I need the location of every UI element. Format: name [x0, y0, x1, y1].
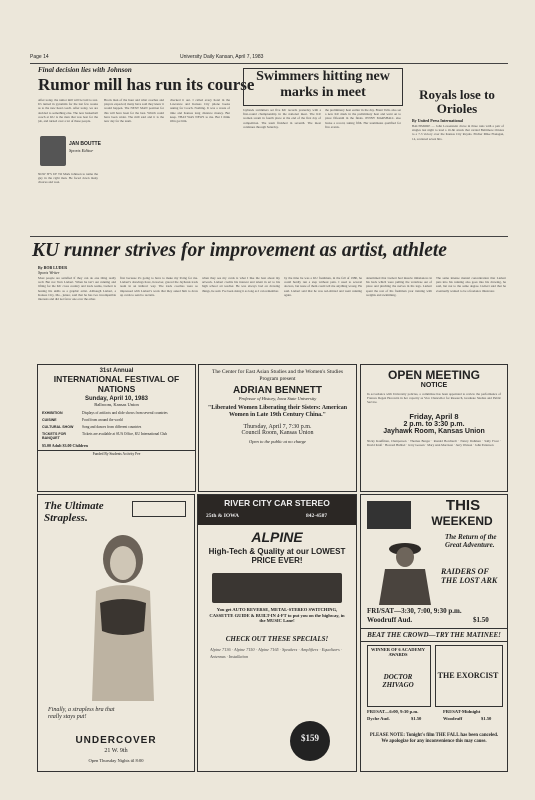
model-illustration — [78, 531, 168, 701]
weekend-label: WEEKEND — [431, 514, 493, 528]
this-label: THIS — [445, 497, 481, 514]
festival-row-key: CUISINE — [42, 418, 57, 422]
kicker: Final decision lies with Johnson — [38, 66, 132, 74]
main-headline: KU runner strives for improvement as artist, athlete — [32, 240, 447, 261]
designer-logo — [132, 501, 186, 517]
alpine-logo: ALPINE — [251, 529, 303, 545]
columnist-name: JAN BOUTTE — [69, 141, 101, 147]
lecture-title: "Liberated Women Liberating their Sisters: American Women in Late 19th Century China." — [207, 405, 348, 418]
columnist-title: Sports Editor — [69, 148, 94, 153]
exorcist-location: Woodruff — [443, 716, 463, 721]
raiders-title: RAIDERS OF THE LOST ARK — [441, 567, 498, 585]
festival-prices: $5.00 Adult $3.00 Children — [42, 443, 88, 448]
strapless-tagline: Finally, a strapless bra that really stays put! — [48, 707, 115, 720]
lecture-role: Professor of History, Iowa State University — [238, 396, 317, 401]
festival-annual: 31st Annual — [99, 368, 134, 374]
exorcist-price: $1.50 — [481, 716, 492, 721]
festival-row-key: EXHIBITION — [42, 411, 63, 415]
festival-row-value: Song and dances from different countries — [82, 425, 142, 429]
page-header — [30, 53, 508, 64]
cassette-deck — [212, 573, 342, 603]
lecture-sponsor: The Center for East Asian Studies and the Women's Studies Program present — [211, 369, 344, 382]
stereo-address: 25th & IOWA — [206, 513, 240, 519]
specials-list: Alpine 7136 · Alpine 7150 · Alpine 7165 · Speakers · Amplifiers · Equalizers · Antennas · Installation — [210, 647, 342, 659]
movies-ad — [360, 494, 508, 772]
royals-byline: By United Press International — [412, 118, 463, 123]
strapless-title: The Ultimate Strapless. — [44, 500, 104, 524]
oscars-label: WINNER OF 6 ACADEMY AWARDS — [371, 647, 425, 657]
cancellation-note: PLEASE NOTE: Tonight's film THE FALL has been canceled. We apologize for any inconvenience this may cause. — [369, 733, 499, 744]
stereo-name: RIVER CITY CAR STEREO — [224, 498, 330, 508]
zhivago-location: Dyche Aud. — [367, 716, 390, 721]
main-byline-title: Sports Writer — [38, 270, 60, 275]
rumor-headline: Rumor mill has run its course — [38, 75, 255, 94]
festival-row-key: TICKETS FOR BANQUET — [42, 432, 66, 440]
strapless-ad — [37, 494, 195, 772]
page-number: Page 14 — [30, 54, 49, 60]
open-meeting-ad: OPEN MEETING NOTICE In accordance with University policies, a committee has been appointed to review the performance of Frances Degen Horowitz in her capacity as Vice Chancellor for Research, Graduate Studies and Public Service. Friday, April 8 2 p.m. to 3:30 p.m. Jayhawk Room, Kansas Union Nicky Kauffman, Chairperson · Thomas Berger · Ronald Borchardt · Nancy Dahmen · Sally Frost · David Kraft · Howard Hubbel · Jerry Gossen · Mary Ann Morrison · Jerry Watson · John Patterson — [360, 364, 508, 492]
exorcist-showtimes: FRI/SAT-Midnight — [443, 709, 481, 714]
stereo-slogan: High-Tech & Quality at our LOWEST PRICE EVER! — [208, 547, 346, 565]
festival-title: INTERNATIONAL FESTIVAL OF NATIONS — [53, 374, 180, 394]
rule — [30, 236, 508, 237]
exorcist-title: THE EXORCIST — [437, 671, 499, 680]
lecture-speaker: ADRIAN BENNETT — [233, 385, 322, 396]
meeting-time: 2 p.m. to 3:30 p.m. — [403, 421, 465, 428]
store-name: UNDERCOVER — [75, 735, 157, 746]
festival-date: Sunday, April 10, 1983 — [84, 396, 149, 402]
lecture-when: Thursday, April 7, 7:30 p.m. — [243, 424, 312, 430]
meeting-subtitle: NOTICE — [420, 382, 448, 389]
store-address: 21 W. 9th — [104, 748, 128, 754]
meeting-place: Jayhawk Room, Kansas Union — [383, 428, 485, 435]
main-byline: By BOB LUDER — [38, 265, 68, 270]
royals-headline: Royals lose to Orioles — [419, 87, 495, 116]
sua-logo — [367, 501, 411, 529]
raiders-price: $1.50 — [473, 616, 489, 624]
zhivago-title: DOCTOR ZHIVAGO — [382, 673, 414, 689]
zhivago-price: $1.50 — [411, 716, 422, 721]
festival-row-value: Tickets are available at SUA Office, KU International Club — [82, 432, 168, 436]
stereo-ad — [197, 494, 357, 772]
swimmers-headline: Swimmers hitting new marks in meet — [256, 69, 390, 100]
lecture-ad — [198, 364, 357, 492]
festival-row-key: CULTURAL SHOW — [42, 425, 74, 429]
raiders-location: Woodruff Aud. — [367, 616, 413, 624]
indiana-jones-illustration — [369, 535, 439, 605]
lecture-where: Council Room, Kansas Union — [241, 430, 314, 436]
newspaper-page: Page 14 University Daily Kansan, April 7, 1983 Final decision lies with Johnson Rumor mill has run its course After today, the rumor mill will be laid to rest. It's turned in pyramids for the last few weeks as to the new head coach. After today, we are decided to something else. The new basketball coach at KU is the man that was best for the job, and turned over a lot of these people. JAN BOUTTE Sports Editor NOW IT'S UP TO Mark Johnson to name the guy in the right man. He faced down many choices and won. Brock man of the hour and what coaches and players expected; many have said they knew it would happen. The NEXT MAN position for this will have been for the best. Which could have been wider. The mill said and it is the new day for the team. checked it out. I called every hotel in the Lawrence and Kansas City phone books asking for Coach. Nothing. It was a waste of time and Kansas long distance money. But keep. THAT WAS NEWS to me. But I think Olin got him. Swimmers hitting new marks in meet Jayhawk swimmers set five KU records yesterday with a first-round championship in the national meet. The KU women swam in fourth place at the end of the first day of competition. The team finished in seventh. The meet continues through Saturday. the preliminary heat earlier in the day. Brant Vello also set a new KU mark in the preliminary heat and went on to place fifteenth in the finals. JENNY MARSHALL also broke a record, taking fifth. Her teammates qualified for five events. Royals lose to Orioles By United Press International BALTIMORE — John Lowenstein drove in three runs with a pair of singles last night to lead a 16-hit attack that carried Baltimore Orioles to a 7-3 victory over the Kansas City Royals. Pitcher Mike Flanagan, 14, scattered seven hits. KU runner strives for improvement as artist, athlete By BOB LUDER Sports Writer Most people are satisfied if they can do one thing really well. But not Vern Liebert. When he isn't out running and lifting for the KU cross country and track teams, Liebert is honing his skills as a graphic artist. Although Liebert, a Kansas City, Mo., junior, said that he has two incompatible interests and did not favor one over the other. first because it's going to have to make my living for me. Liebert's drawings have, however, graced the Jayhawk track team in an indirect way. The track coaches were so impressed with Liebert's work that they asked him to draw up cards to send to recruits. when they see my cards is what I like the best about my artwork. Liebert credits his interest and talent in art to his high school art teacher. He was always bad on drawing things, he said. I've been doing it as long as I can remember. by the time he was a KU freshman, in the fall of 1980, he could hardly run a step without pain. I used to several doctors, but none of them could tell me anything wrong. He said. Liebert said that he was red-shirted and went running again. determined that Liebert had muscle imbalances in his back which were pulling the vertebrae out of place and pinching the nerves in his legs. Liebert spent the rest of his freshman year training with weights and swimming. The same intense mental concentration that Liebert puts into his running also goes into his drawing, he said, but not to the same degree. Liebert said that he eventually wanted to be a freelance illustrator. 31st Annual INTERNATIONAL FESTIVAL OF NATIONS Sunday, April 10, 1983 Ballroom, Kansas Union EXHIBITION Displays of artifacts and slide shows from several countries CUISINE Food from around the world CULTURAL SHOW Song and dances from different countries TICKETS FOR BANQUET Tickets are available at SUA Office, KU International Club $5.00 Adult $3.00 Children Funded By Students Activity Fee The Center for East Asian Studies and the Women's Studies Program present ADRIAN BENNETT Professor of History, Iowa State University "Liberated Women Liberating their Sisters: American Women in Late 19th Century China." Thursday, April 7, 7:30 p.m. Council Room, Kansas Union Open to the public at no charge OPEN MEETING NOTICE In accordance with University policies, a committee has been appointed to review the performance of Frances Degen Horowitz in her capacity as Vice Chancellor for Research, Graduate Studies and Public Service. Friday, April 8 2 p.m. to 3:30 p.m. Jayhawk Room, Kansas Union Nicky Kauffman, Chairperson · Thomas Berger · Ronald Borchardt · Nancy Dahmen · Sally Frost · David Kraft · Howard Hubbel · Jerry Gossen · Mary Ann Morrison · Jerry Watson · John Patterson The Ultimate Strapless. Finally, a strapless bra that really stays put! UNDERCOVER 21 W. 9th Open Thursday Nights til 8:00 RIVER CITY CAR STEREO 25th & IOWA 842-4587 ALPINE High-Tech & Quality at our LOWEST PRICE EVER! You get AUTO REVERSE, METAL-STEREO SWITCHING, CASSETTE GUIDE & BUILT-IN 4-FT to put you on the highway, in the MUSIC Lane! CHECK OUT THESE SPECIALS! Alpine 7136 · Alpine 7150 · Alpine 7165 · Speakers · Amplifiers · Equalizers · Antennas · Installation $159 THIS WEEKEND The Return of the Great Adventure. RAIDERS OF THE LOST ARK FRI/SAT—3:30, 7:00, 9:30 p.m. Woodruff Aud. $1.50 BEAT THE CROWD—TRY THE MATINEE! WINNER OF 6 ACADEMY AWARDS DOCTOR ZHIVAGO THE EXORCIST FRI/SAT—6:00, 9:30 p.m. Dyche Aud. $1.50 FRI/SAT-Midnight Woodruff $1.50 PLEASE NOTE: Tonight's film THE FALL has been canceled. We apologize for any inconvenience this may cause. — [0, 0, 535, 800]
festival-ad — [37, 364, 196, 492]
zhivago-showtimes: FRI/SAT—6:00, 9:30 p.m. — [367, 709, 419, 714]
festival-rows — [42, 411, 191, 440]
matinee-banner: BEAT THE CROWD—TRY THE MATINEE! — [361, 628, 507, 642]
meeting-title: OPEN MEETING — [387, 368, 480, 382]
festival-place: Ballroom, Kansas Union — [94, 402, 139, 407]
price-value: $159 — [301, 733, 319, 743]
stereo-offer: You get AUTO REVERSE, METAL-STEREO SWITCHING, CASSETTE GUIDE & BUILT-IN 4-FT to put you on the highway, in the MUSIC Lane! — [209, 607, 345, 623]
masthead-date: University Daily Kansan, April 7, 1983 — [180, 54, 264, 60]
raiders-showtimes: FRI/SAT—3:30, 7:00, 9:30 p.m. — [367, 607, 462, 615]
festival-funded: Funded By Students Activity Fee — [38, 450, 195, 456]
festival-row-value: Food from around the world — [82, 418, 123, 422]
lecture-open: Open to the public at no charge — [248, 439, 307, 444]
specials-heading: CHECK OUT THESE SPECIALS! — [225, 635, 329, 643]
raiders-tagline: The Return of the Great Adventure. — [445, 533, 497, 549]
stereo-phone: 842-4587 — [306, 513, 328, 519]
meeting-date: Friday, April 8 — [409, 412, 459, 421]
store-hours: Open Thursday Nights til 8:00 — [88, 758, 144, 763]
columnist-photo — [40, 136, 66, 166]
festival-row-value: Displays of artifacts and slide shows from several countries — [82, 411, 168, 415]
